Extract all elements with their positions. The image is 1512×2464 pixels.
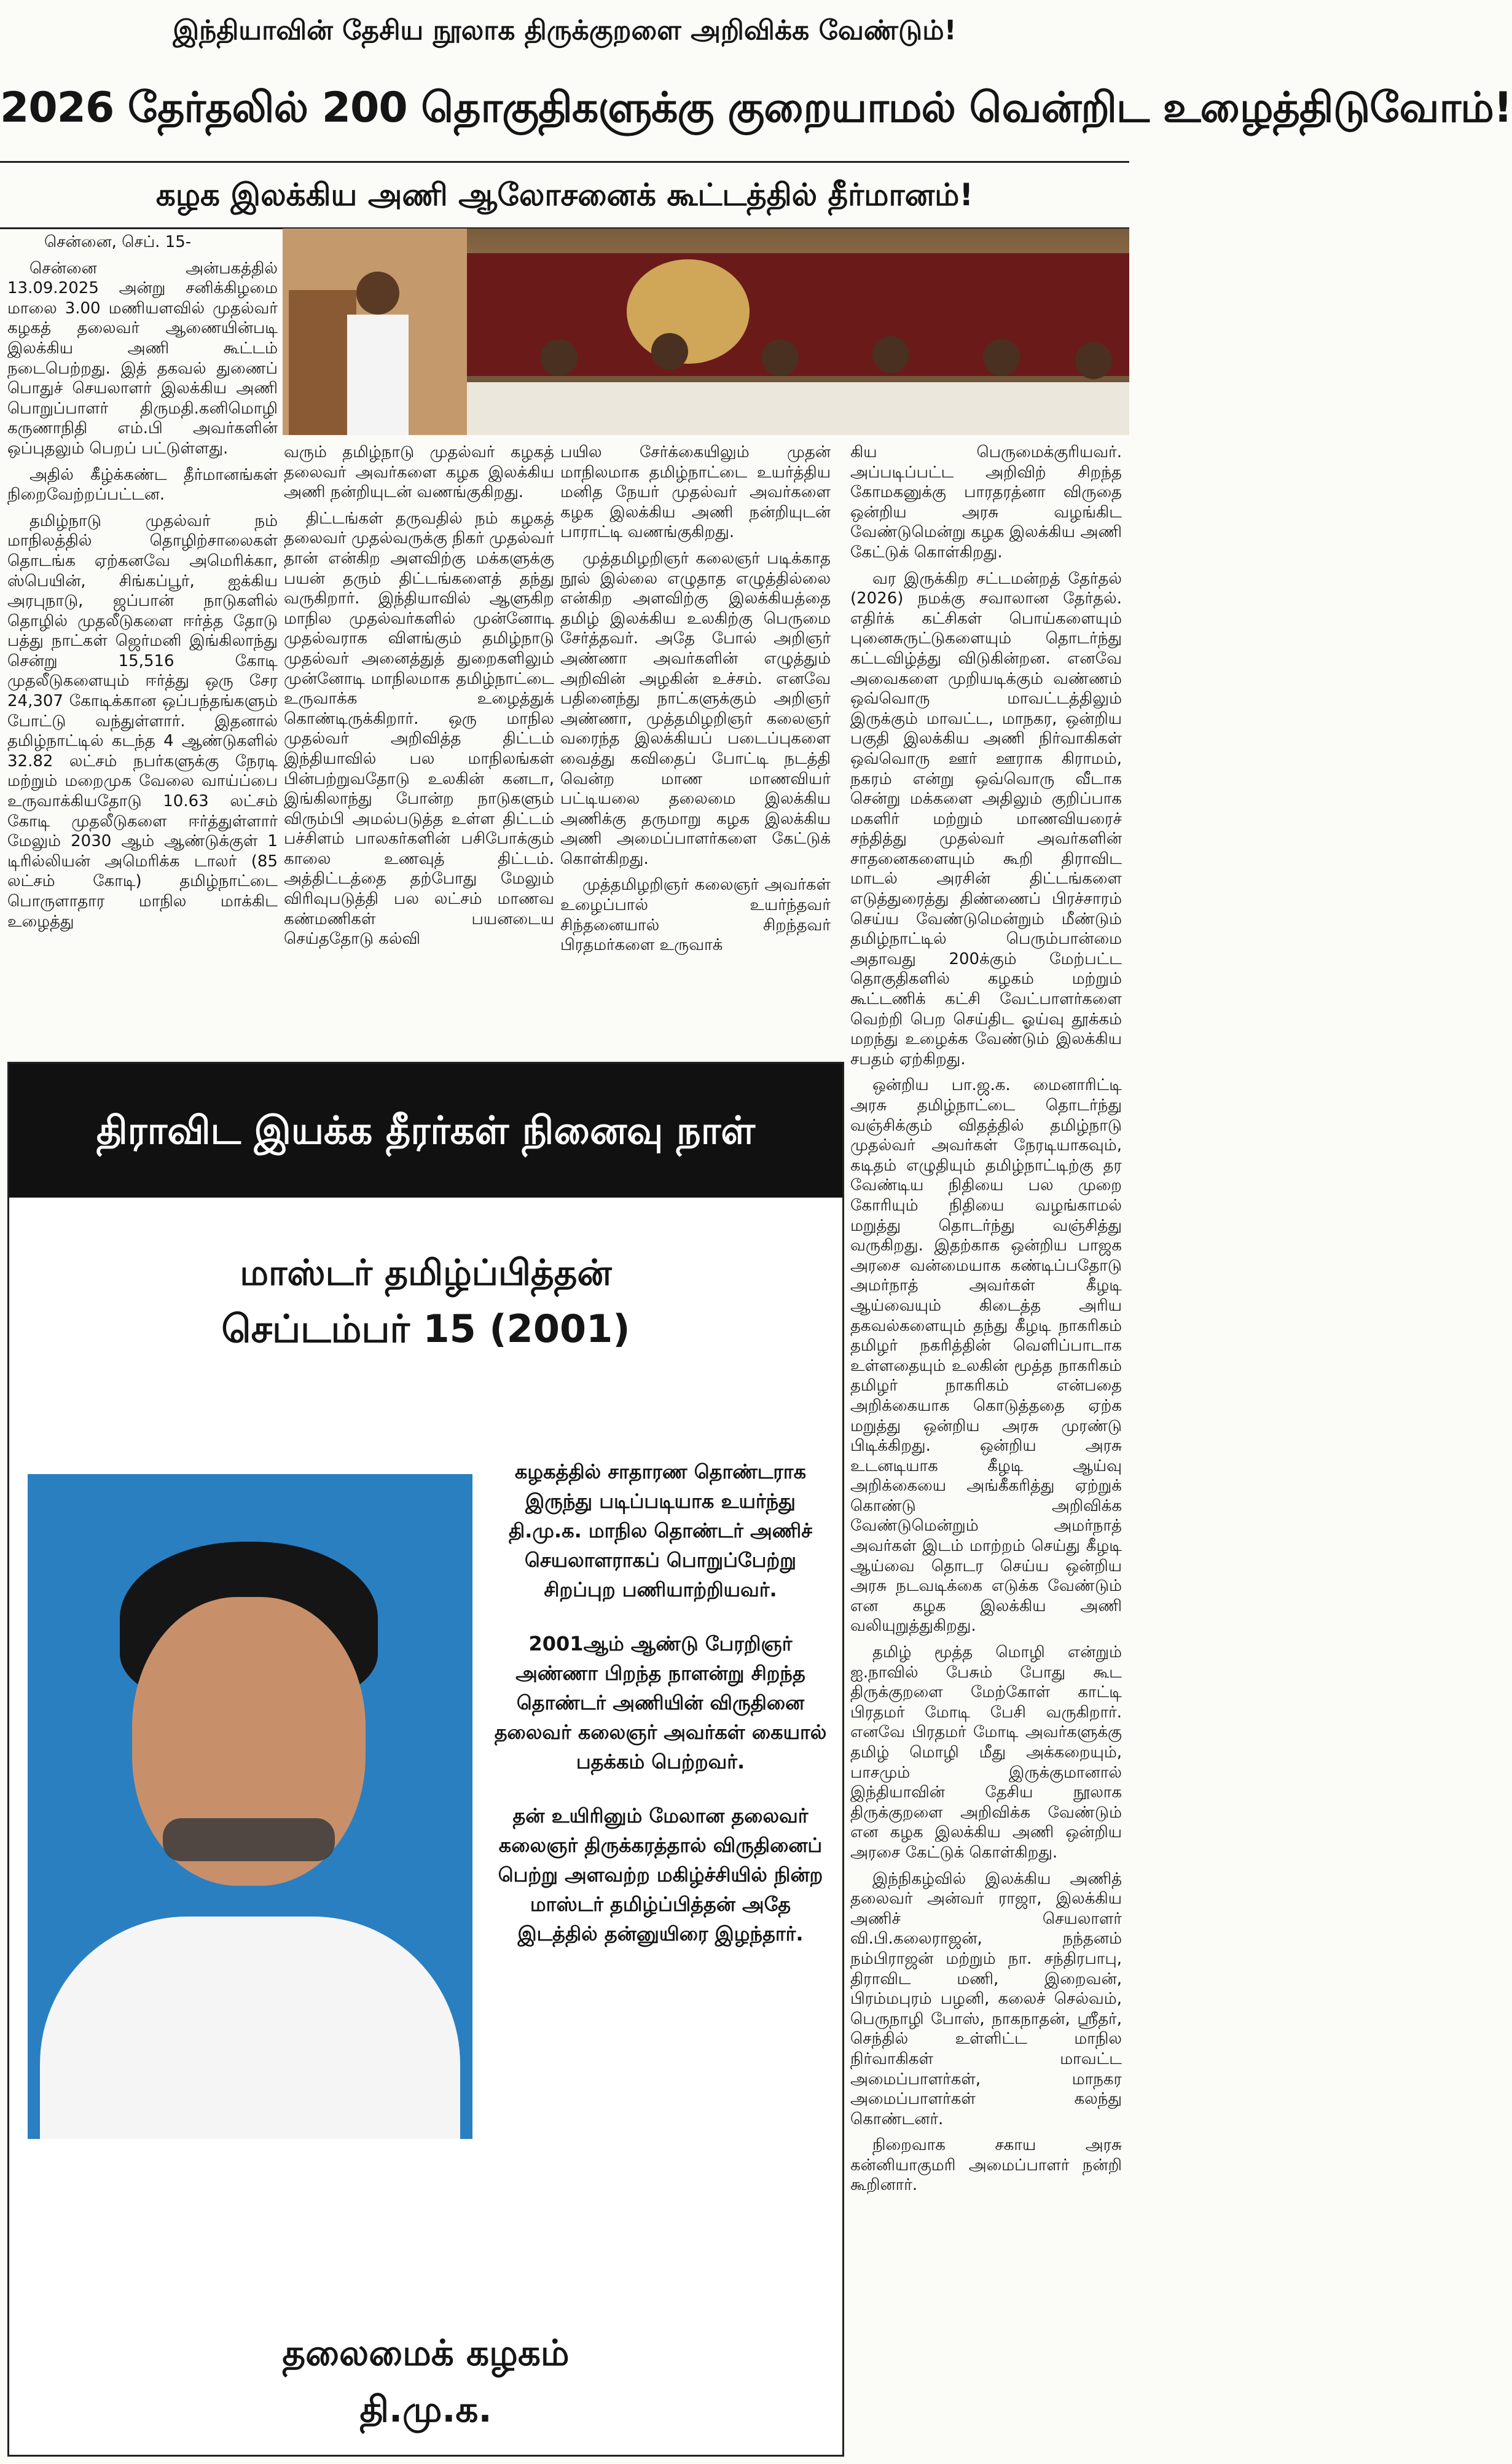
paragraph: தமிழ்நாடு முதல்வர் நம் மாநிலத்தில் தொழிற்சாலைகள் தொடங்க ஏற்கனவே அமெரிக்கா, ஸ்பெயின், சிங்கப்பூர், ஐக்கிய அரபுநாடு, ஜப்பான் நாடுகளில் தொழில் முதலீடுகளை ஈர்த்த தோடு பத்து நாட்கள் ஜெர்மனி இங்கிலாந்து சென்று 15,516 கோடி முதலீடுகளையும் ஈர்த்து ஒரு சேர 24,307 கோடிக்கான ஒப்பந்தங்களும் போட்டு வந்துள்ளார். இதனால் தமிழ்நாட்டில் கடந்த 4 ஆண்டுகளில் 32.82 லட்சம் நபர்களுக்கு நேரடி மற்றும் மறைமுக வேலை வாய்ப்பை உருவாக்கியதோடு 10.63 லட்சம் கோடி முதலீடுகளை ஈர்த்துள்ளார் மேலும் 2030 ஆம் ஆண்டுக்குள் 1 டிரில்லியன் அமெரிக்க டாலர் (85 லட்சம் கோடி) தமிழ்நாட்டை பொருளாதார மாநில மாக்கிட உழைத்து <box>7 511 278 931</box>
person-head <box>541 339 578 376</box>
paragraph: நிறைவாக சகாய அரசு கன்னியாகுமரி அமைப்பாளர் நன்றி கூறினார். <box>850 2136 1122 2195</box>
banner-emblem <box>627 259 750 364</box>
podium <box>289 290 356 435</box>
paragraph: இந்நிகழ்வில் இலக்கிய அணித் தலைவர் அன்வர் ராஜா, இலக்கிய அணிச் செயலாளர் வி.பி.கலைராஜன், நந்தனம் நம்பிராஜன் மற்றும் நா. சந்திரபாபு, திராவிட மணி, இறைவன், பிரம்மபுரம் பழனி, கலைச் செல்வம், பெருநாழி போஸ், நாகநாதன், ஸ்ரீதர், செந்தில் உள்ளிட்ட மாநில நிர்வாகிகள் மாவட்ட அமைப்பாளர்கள், மாநகர அமைப்பாளர்கள் கலந்து கொண்டனர். <box>850 1869 1122 2129</box>
paragraph: ஒன்றிய பா.ஜ.க. மைனாரிட்டி அரசு தமிழ்நாட்டை தொடர்ந்து வஞ்சிக்கும் விதத்தில் தமிழ்நாடு முதல்வர் அவர்கள் நேரடியாகவும், கடிதம் எழுதியும் தமிழ்நாட்டிற்கு தர வேண்டிய நிதியை பல முறை கோரியும் நிதியை வழங்காமல் மறுத்து தொடர்ந்து வஞ்சித்து வருகிறது. இதற்காக ஒன்றிய பாஜக அரசை வன்மையாக கண்டிப்பதோடு அமர்நாத் அவர்கள் கீழடி ஆய்வையும் கிடைத்த அரிய தகவல்களையும் தந்து கீழடி நாகரிகம் தமிழர் நகரித்தின் வெளிப்பாடாக உள்ளதையும் உலகின் மூத்த நாகரிகம் தமிழர் நாகரிகம் என்பதை அறிக்கையாக கொடுத்ததை ஏற்க மறுத்து ஒன்றிய அரசு முரண்டு பிடிக்கிறது. ஒன்றிய அரசு உடனடியாக கீழடி ஆய்வு அறிக்கையை அங்கீகரித்து ஏற்றுக் கொண்டு அறிவிக்க வேண்டுமென்றும் அமர்நாத் அவர்கள் இடம் மாற்றம் செய்து கீழடி ஆய்வை தொடர செய்ய ஒன்றிய அரசு நடவடிக்கை எடுக்க வேண்டும் என கழக இலக்கிய அணி வலியுறுத்துகிறது. <box>850 1076 1122 1636</box>
memorial-banner: திராவிட இயக்க தீரர்கள் நினைவு நாள் <box>9 1064 842 1198</box>
memorial-paragraph: தன் உயிரினும் மேலான தலைவர் கலைஞர் திருக்கரத்தால் விருதினைப் பெற்று அளவற்ற மகிழ்ச்சியில் நின்ற மாஸ்டர் தமிழ்ப்பித்தன் அதே இடத்தில் தன்னுயிரை இழந்தார். <box>498 1804 823 1945</box>
dateline: சென்னை, செப். 15- <box>44 233 192 251</box>
seated-row <box>467 382 1129 435</box>
memorial-signature-party: தி.மு.க. <box>359 2388 492 2430</box>
memorial-paragraph: 2001ஆம் ஆண்டு பேரறிஞர் அண்ணா பிறந்த நாளன்று சிறந்த தொண்டர் அணியின் விருதினை தலைவர் கலைஞர் அவர்கள் கையால் பதக்கம் பெற்றவர். <box>494 1632 827 1773</box>
person-head <box>1075 342 1112 379</box>
memorial-name: மாஸ்டர் தமிழ்ப்பித்தன் <box>240 1252 612 1293</box>
paragraph: வர இருக்கிற சட்டமன்றத் தேர்தல் (2026) நமக்கு சவாலான தேர்தல். எதிர்க் கட்சிகள் பொய்களையும் புனைசுருட்டுகளையும் தொடர்ந்து கட்டவிழ்த்து விடுகின்றன. எனவே அவைகளை முறியடிக்கும் வண்ணம் ஒவ்வொரு மாவட்டத்திலும் இருக்கும் மாவட்ட, மாநகர, ஒன்றிய பகுதி இலக்கிய அணி நிர்வாகிகள் ஒவ்வொரு ஊர் ஊராக கிராமம், நகரம் என்று ஒவ்வொரு வீடாக சென்று மக்களை அதிலும் குறிப்பாக மகளிர் மற்றும் மாணவியரைச் சந்தித்து முதல்வர் அவர்களின் சாதனைகளையும் கூறி திராவிட மாடல் அரசின் திட்டங்களை எடுத்துரைத்து திண்ணைப் பிரச்சாரம் செய்ய வேண்டுமென்றும் மீண்டும் தமிழ்நாட்டில் பெரும்பான்மை அதாவது 200க்கும் மேற்பட்ட தொகுதிகளில் கழகம் மற்றும் கூட்டணிக் கட்சி வேட்பாளர்களை வெற்றி பெற செய்திட ஓய்வு தூக்கம் மறந்து உழைக்க வேண்டும் இலக்கிய சபதம் ஏற்கிறது. <box>850 569 1122 1069</box>
article-column-1 <box>7 232 278 1056</box>
person-head <box>983 339 1020 376</box>
paragraph: வரும் தமிழ்நாடு முதல்வர் கழகத் தலைவர் அவர்களை கழக இலக்கிய அணி நன்றியுடன் வணங்குகிறது. <box>284 443 554 502</box>
memorial-signature-org: தலைமைக் கழகம் <box>282 2332 570 2374</box>
memorial-text <box>488 1457 832 1973</box>
paragraph: அதில் கீழ்க்கண்ட தீர்மானங்கள் நிறைவேற்றப்பட்டன. <box>7 465 278 504</box>
memorial-box <box>7 1062 844 2457</box>
paragraph: முத்தமிழறிஞர் கலைஞர் படிக்காத நூல் இல்லை எழுதாத எழுத்தில்லை என்கிற அளவிற்கு இலக்கியத்தை தமிழ் இலக்கிய உலகிற்கு பெருமை சேர்த்தவர். அதே போல் அறிஞர் அண்ணா அவர்களின் எழுத்தும் அறிவின் அழகின் உச்சம். எனவே பதினைந்து நாட்களுக்கும் அறிஞர் அண்ணா, முத்தமிழறிஞர் கலைஞர் வரைந்த இலக்கியப் படைப்புகளை வைத்து கவிதைப் போட்டி நடத்தி வென்ற மாண மாணவியர் பட்டியலை தலைமை இலக்கிய அணிக்கு தருமாறு கழக இலக்கிய அணி அமைப்பாளர்களை கேட்டுக் கொள்கிறது. <box>560 549 831 868</box>
paragraph: பயில சேர்க்கையிலும் முதன் மாநிலமாக தமிழ்நாட்டை உயர்த்திய மனித நேயர் முதல்வர் அவர்களை கழக இலக்கிய அணி நன்றியுடன் பாராட்டி வணங்குகிறது. <box>560 443 831 542</box>
portrait-shirt <box>40 1917 460 2139</box>
portrait-photo <box>28 1474 472 2139</box>
paragraph: தமிழ் மூத்த மொழி என்றும் ஐ.நாவில் பேசும் போது கூட திருக்குறளை மேற்கோள் காட்டி பிரதமர் மோடி பேசி வருகிறார். எனவே பிரதமர் மோடி அவர்களுக்கு தமிழ் மொழி மீது அக்கறையும், பாசமும் இருக்குமானால் இந்தியாவின் தேசிய நூலாக திருக்குறளை அறிவிக்க வேண்டும் என கழக இலக்கிய அணி ஒன்றிய அரசை கேட்டுக் கொள்கிறது. <box>850 1643 1122 1862</box>
article-column-3 <box>560 442 831 1057</box>
paragraph: கிய பெருமைக்குரியவர். அப்படிப்பட்ட அறிவிற் சிறந்த கோமகனுக்கு பாரதரத்னா விருதை ஒன்றிய அரசு வழங்கிட வேண்டுமென்று கழக இலக்கிய அணி கேட்டுக் கொள்கிறது. <box>850 443 1122 562</box>
headline-main: 2026 தேர்தலில் 200 தொகுதிகளுக்கு குறையாமல் வென்றிட உழைத்திடுவோம்! <box>0 84 1512 132</box>
paragraph: சென்னை அன்பகத்தில் 13.09.2025 அன்று சனிக்கிழமை மாலை 3.00 மணியளவில் முதல்வர் கழகத் தலைவர் ஆணையின்படி இலக்கிய அணி கூட்டம் நடைபெற்றது. இத் தகவல் துணைப் பொதுச் செயலாளர் இலக்கிய அணி பொறுப்பாளர் திருமதி.கனிமொழி கருணாநிதி எம்.பி அவர்களின் ஒப்புதலும் பெறப் பட்டுள்ளது. <box>7 259 278 458</box>
person-head <box>762 339 799 376</box>
paragraph: முத்தமிழறிஞர் கலைஞர் அவர்கள் உழைப்பால் உயர்ந்தவர் சிந்தனையால் சிறந்தவர் பிரதமர்களை உருவாக் <box>560 876 831 955</box>
headline-divider <box>0 161 1129 163</box>
person-head <box>872 336 909 373</box>
article-column-4 <box>850 442 1122 2458</box>
portrait-moustache <box>163 1818 335 1861</box>
article-column-2 <box>284 442 554 1057</box>
headline-sub: கழக இலக்கிய அணி ஆலோசனைக் கூட்டத்தில் தீர்மானம்! <box>155 177 974 213</box>
paragraph: திட்டங்கள் தருவதில் நம் கழகத் தலைவர் முதல்வருக்கு நிகர் முதல்வர் தான் என்கிற அளவிற்கு மக்களுக்கு பயன் தரும் திட்டங்களைத் தந்து வருகிறார். இந்தியாவில் ஆளுகிற மாநில முதல்வர்களில் முன்னோடி முதல்வராக விளங்கும் தமிழ்நாடு முதல்வர் அனைத்துத் துறைகளிலும் முன்னோடி மாநிலமாக தமிழ்நாட்டை உருவாக்க உழைத்துக் கொண்டிருக்கிறார். ஒரு மாநில முதல்வர் அறிவித்த திட்டம் இந்தியாவில் பல மாநிலங்கள் பின்பற்றுவதோடு உலகின் கனடா, இங்கிலாந்து போன்ற நாடுகளும் விரும்பி அமல்படுத்த உள்ள திட்டம் பச்சிளம் பாலகர்களின் பசிபோக்கும் காலை உணவுத் திட்டம். அத்திட்டத்தை தற்போது மேலும் விரிவுபடுத்தி பல லட்சம் மாணவ கண்மணிகள் பயனடைய செய்ததோடு கல்வி <box>284 509 554 949</box>
memorial-date: செப்டம்பர் 15 (2001) <box>221 1306 630 1351</box>
headline-top: இந்தியாவின் தேசிய நூலாக திருக்குறளை அறிவிக்க வேண்டும்! <box>173 15 957 46</box>
memorial-paragraph: கழகத்தில் சாதாரண தொண்டராக இருந்து படிப்படியாக உயர்ந்து தி.மு.க. மாநில தொண்டர் அணிச் செயலாளராகப் பொறுப்பேற்று சிறப்புற பணியாற்றியவர். <box>509 1460 812 1601</box>
speaker-body <box>347 315 409 435</box>
person-head <box>651 333 688 370</box>
meeting-photo <box>283 229 1129 435</box>
speaker-head <box>356 272 399 315</box>
